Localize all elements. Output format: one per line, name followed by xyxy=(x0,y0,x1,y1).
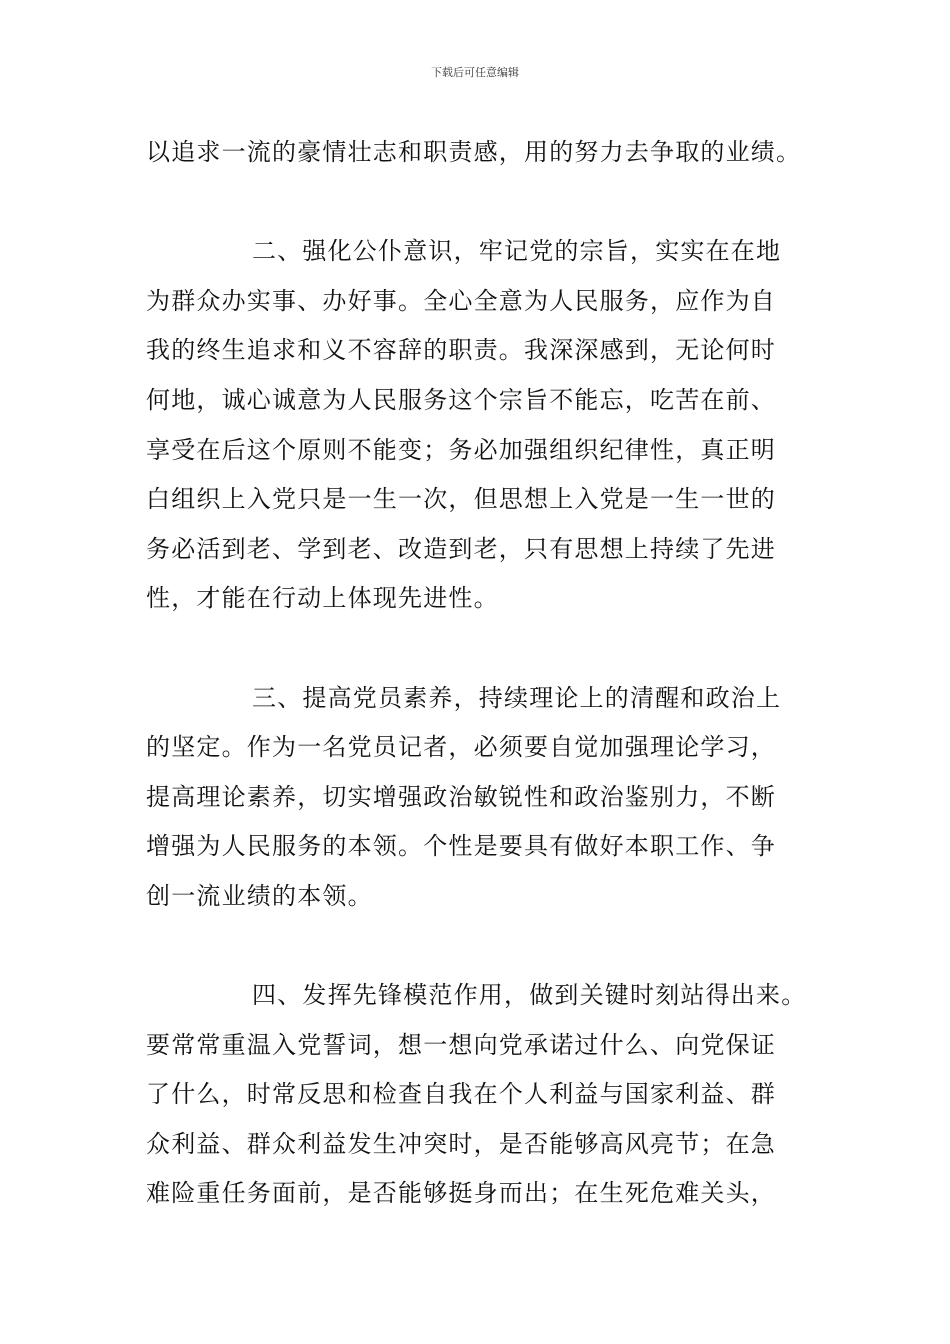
paragraph-gap xyxy=(146,624,836,674)
text-line: 性，才能在行动上体现先进性。 xyxy=(146,584,499,613)
text-line: 二、强化公仆意识，牢记党的宗旨，实实在在地 xyxy=(252,237,782,266)
paragraph-gap xyxy=(146,922,836,972)
page-header: 下载后可任意编辑 xyxy=(431,66,519,79)
text-line: 了什么，时常反思和检查自我在个人利益与国家利益、群 xyxy=(146,1080,776,1109)
paragraph-3 xyxy=(146,674,836,922)
document-body xyxy=(146,128,836,1219)
text-line: 以追求一流的豪情壮志和职责感，用的努力去争取的业绩。 xyxy=(146,138,802,166)
text-line: 要常常重温入党誓词，想一想向党承诺过什么、向党保证 xyxy=(146,1030,776,1059)
paragraph-4 xyxy=(146,971,836,1219)
text-line: 白组织上入党只是一生一次，但思想上入党是一生一世的 xyxy=(146,485,776,514)
text-line: 的坚定。作为一名党员记者，必须要自觉加强理论学习， xyxy=(146,733,776,762)
text-line: 为群众办实事、办好事。全心全意为人民服务，应作为自 xyxy=(146,286,776,315)
text-line: 务必活到老、学到老、改造到老，只有思想上持续了先进 xyxy=(146,534,776,563)
text-line: 何地，诚心诚意为人民服务这个宗旨不能忘，吃苦在前、 xyxy=(146,385,776,414)
text-line: 提高理论素养，切实增强政治敏锐性和政治鉴别力，不断 xyxy=(146,782,776,811)
text-line: 难险重任务面前，是否能够挺身而出；在生死危难关头， xyxy=(146,1179,776,1208)
text-line: 享受在后这个原则不能变；务必加强组织纪律性，真正明 xyxy=(146,435,776,464)
text-line: 三、提高党员素养，持续理论上的清醒和政治上 xyxy=(252,683,782,712)
text-line: 四、发挥先锋模范作用，做到关键时刻站得出来。 xyxy=(252,981,807,1010)
paragraph-1 xyxy=(146,128,836,178)
paragraph-gap xyxy=(146,178,836,228)
text-line: 增强为人民服务的本领。个性是要具有做好本职工作、争 xyxy=(146,832,776,861)
text-line: 众利益、群众利益发生冲突时，是否能够高风亮节；在急 xyxy=(146,1129,776,1158)
text-line: 我的终生追求和义不容辞的职责。我深深感到，无论何时 xyxy=(146,336,776,365)
text-line: 创一流业绩的本领。 xyxy=(146,881,373,910)
paragraph-2 xyxy=(146,227,836,624)
